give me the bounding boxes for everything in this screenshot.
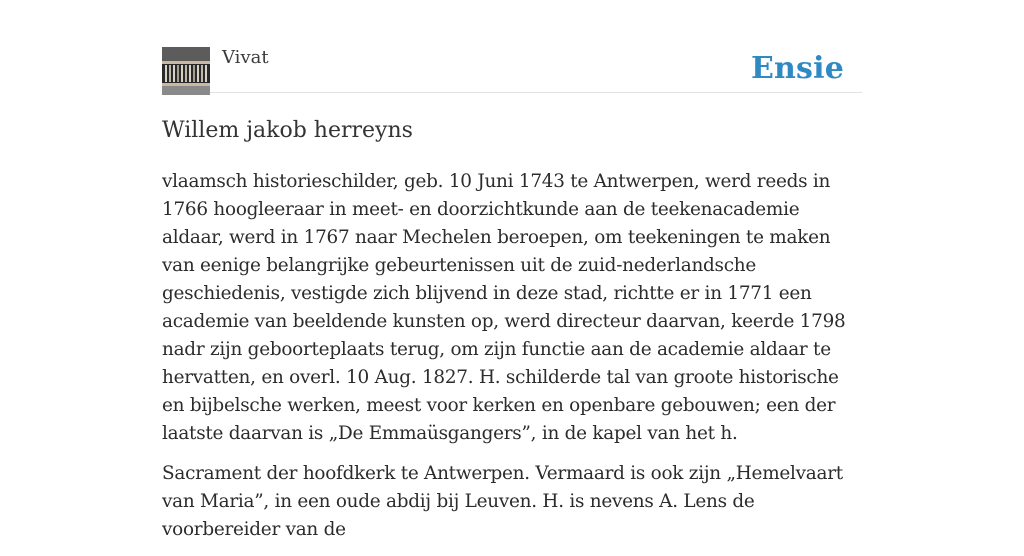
- header: [162, 47, 862, 93]
- page-title: Willem jakob herreyns: [162, 118, 413, 143]
- source-name-link[interactable]: Vivat: [222, 47, 269, 68]
- article-paragraph: vlaamsch historieschilder, geb. 10 Juni 1743 te Antwerpen, werd reeds in 1766 hoogleeraar in meet- en doorzichtkunde aan de teekenacademie aldaar, werd in 1767 naar Mechelen beroepen, om teekeningen te maken van eenige belangrijke gebeurtenissen uit de zuid-nederlandsche geschiedenis, vestigde zich blijvend in deze stad, richtte er in 1771 een academie van beeldende kunsten op, werd directeur daarvan, keerde 1798 nadr zijn geboorteplaats terug, om zijn functie aan de academie aldaar te hervatten, en overl. 10 Aug. 1827. H. schilderde tal van groote historische en bijbelsche werken, meest voor kerken en openbare gebouwen; een der laatste daarvan is „De Emmaüsgangers”, in de kapel van het h.: [162, 171, 846, 444]
- avatar[interactable]: [162, 47, 210, 95]
- bookshelf-icon: [162, 47, 210, 95]
- brand-logo[interactable]: Ensie: [750, 51, 844, 86]
- article-paragraph: Sacrament der hoofdkerk te Antwerpen. Vermaard is ook zijn „Hemelvaart van Maria”, in een oude abdij bij Leuven. H. is nevens A. Lens de voorbereider van de: [162, 463, 843, 540]
- article-body: [162, 168, 864, 556]
